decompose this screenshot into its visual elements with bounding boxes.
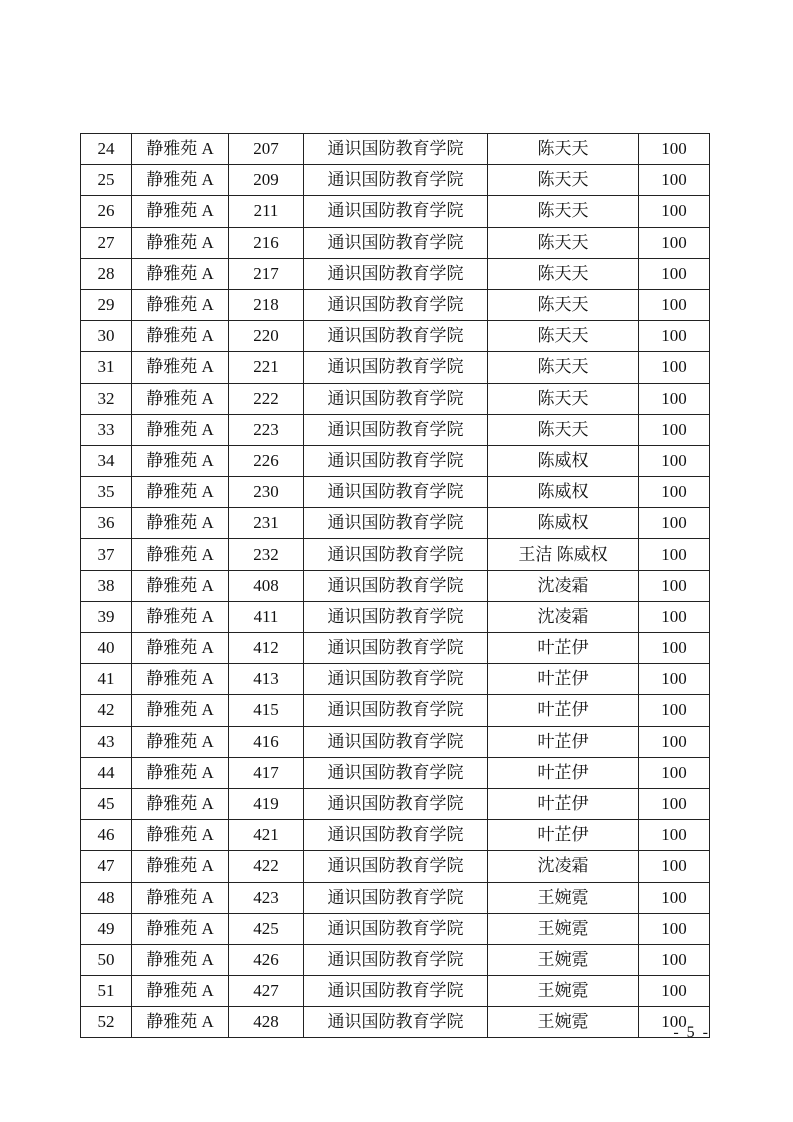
counselor-cell: 陈威权 bbox=[488, 445, 639, 476]
row-index-cell: 51 bbox=[81, 976, 132, 1007]
score-cell: 100 bbox=[639, 165, 710, 196]
row-index-cell: 41 bbox=[81, 664, 132, 695]
row-index-cell: 50 bbox=[81, 944, 132, 975]
table-row bbox=[81, 570, 710, 601]
building-cell: 静雅苑 A bbox=[132, 477, 229, 508]
counselor-cell: 王婉霓 bbox=[488, 913, 639, 944]
table-row bbox=[81, 1007, 710, 1038]
building-cell: 静雅苑 A bbox=[132, 445, 229, 476]
room-number-cell: 230 bbox=[229, 477, 304, 508]
table-row bbox=[81, 913, 710, 944]
college-cell: 通识国防教育学院 bbox=[304, 695, 488, 726]
college-cell: 通识国防教育学院 bbox=[304, 633, 488, 664]
college-cell: 通识国防教育学院 bbox=[304, 414, 488, 445]
counselor-cell: 叶芷伊 bbox=[488, 664, 639, 695]
score-cell: 100 bbox=[639, 383, 710, 414]
row-index-cell: 46 bbox=[81, 820, 132, 851]
table-row bbox=[81, 227, 710, 258]
room-number-cell: 223 bbox=[229, 414, 304, 445]
table-row bbox=[81, 851, 710, 882]
counselor-cell: 陈天天 bbox=[488, 289, 639, 320]
college-cell: 通识国防教育学院 bbox=[304, 820, 488, 851]
college-cell: 通识国防教育学院 bbox=[304, 165, 488, 196]
score-cell: 100 bbox=[639, 570, 710, 601]
college-cell: 通识国防教育学院 bbox=[304, 258, 488, 289]
college-cell: 通识国防教育学院 bbox=[304, 1007, 488, 1038]
score-cell: 100 bbox=[639, 508, 710, 539]
page-number: - 5 - bbox=[673, 1024, 710, 1041]
room-number-cell: 222 bbox=[229, 383, 304, 414]
row-index-cell: 37 bbox=[81, 539, 132, 570]
table-row bbox=[81, 352, 710, 383]
row-index-cell: 39 bbox=[81, 601, 132, 632]
building-cell: 静雅苑 A bbox=[132, 664, 229, 695]
score-cell: 100 bbox=[639, 321, 710, 352]
college-cell: 通识国防教育学院 bbox=[304, 539, 488, 570]
building-cell: 静雅苑 A bbox=[132, 976, 229, 1007]
building-cell: 静雅苑 A bbox=[132, 352, 229, 383]
building-cell: 静雅苑 A bbox=[132, 258, 229, 289]
score-cell: 100 bbox=[639, 352, 710, 383]
row-index-cell: 30 bbox=[81, 321, 132, 352]
dormitory-table bbox=[80, 133, 710, 1038]
table-row bbox=[81, 289, 710, 320]
room-number-cell: 207 bbox=[229, 134, 304, 165]
college-cell: 通识国防教育学院 bbox=[304, 913, 488, 944]
building-cell: 静雅苑 A bbox=[132, 321, 229, 352]
room-number-cell: 419 bbox=[229, 788, 304, 819]
counselor-cell: 陈天天 bbox=[488, 196, 639, 227]
building-cell: 静雅苑 A bbox=[132, 134, 229, 165]
table-row bbox=[81, 757, 710, 788]
counselor-cell: 叶芷伊 bbox=[488, 726, 639, 757]
college-cell: 通识国防教育学院 bbox=[304, 726, 488, 757]
counselor-cell: 叶芷伊 bbox=[488, 695, 639, 726]
counselor-cell: 叶芷伊 bbox=[488, 633, 639, 664]
score-cell: 100 bbox=[639, 757, 710, 788]
table-row bbox=[81, 976, 710, 1007]
room-number-cell: 218 bbox=[229, 289, 304, 320]
row-index-cell: 33 bbox=[81, 414, 132, 445]
building-cell: 静雅苑 A bbox=[132, 633, 229, 664]
college-cell: 通识国防教育学院 bbox=[304, 570, 488, 601]
counselor-cell: 王洁 陈威权 bbox=[488, 539, 639, 570]
counselor-cell: 陈威权 bbox=[488, 477, 639, 508]
room-number-cell: 415 bbox=[229, 695, 304, 726]
college-cell: 通识国防教育学院 bbox=[304, 851, 488, 882]
row-index-cell: 40 bbox=[81, 633, 132, 664]
room-number-cell: 232 bbox=[229, 539, 304, 570]
score-cell: 100 bbox=[639, 445, 710, 476]
college-cell: 通识国防教育学院 bbox=[304, 134, 488, 165]
room-number-cell: 226 bbox=[229, 445, 304, 476]
building-cell: 静雅苑 A bbox=[132, 757, 229, 788]
table-row bbox=[81, 196, 710, 227]
room-number-cell: 421 bbox=[229, 820, 304, 851]
room-number-cell: 416 bbox=[229, 726, 304, 757]
row-index-cell: 48 bbox=[81, 882, 132, 913]
table-body bbox=[81, 134, 710, 1038]
building-cell: 静雅苑 A bbox=[132, 820, 229, 851]
table-row bbox=[81, 882, 710, 913]
college-cell: 通识国防教育学院 bbox=[304, 882, 488, 913]
table-row bbox=[81, 414, 710, 445]
building-cell: 静雅苑 A bbox=[132, 726, 229, 757]
row-index-cell: 31 bbox=[81, 352, 132, 383]
room-number-cell: 221 bbox=[229, 352, 304, 383]
table-row bbox=[81, 726, 710, 757]
room-number-cell: 412 bbox=[229, 633, 304, 664]
table-row bbox=[81, 788, 710, 819]
row-index-cell: 42 bbox=[81, 695, 132, 726]
row-index-cell: 27 bbox=[81, 227, 132, 258]
counselor-cell: 陈威权 bbox=[488, 508, 639, 539]
counselor-cell: 叶芷伊 bbox=[488, 820, 639, 851]
table-row bbox=[81, 820, 710, 851]
counselor-cell: 陈天天 bbox=[488, 227, 639, 258]
score-cell: 100 bbox=[639, 976, 710, 1007]
counselor-cell: 陈天天 bbox=[488, 134, 639, 165]
score-cell: 100 bbox=[639, 664, 710, 695]
counselor-cell: 叶芷伊 bbox=[488, 788, 639, 819]
table-row bbox=[81, 664, 710, 695]
room-number-cell: 426 bbox=[229, 944, 304, 975]
room-number-cell: 422 bbox=[229, 851, 304, 882]
college-cell: 通识国防教育学院 bbox=[304, 445, 488, 476]
room-number-cell: 231 bbox=[229, 508, 304, 539]
table-row bbox=[81, 633, 710, 664]
college-cell: 通识国防教育学院 bbox=[304, 477, 488, 508]
counselor-cell: 王婉霓 bbox=[488, 882, 639, 913]
building-cell: 静雅苑 A bbox=[132, 851, 229, 882]
building-cell: 静雅苑 A bbox=[132, 196, 229, 227]
college-cell: 通识国防教育学院 bbox=[304, 383, 488, 414]
college-cell: 通识国防教育学院 bbox=[304, 289, 488, 320]
score-cell: 100 bbox=[639, 1007, 710, 1038]
college-cell: 通识国防教育学院 bbox=[304, 944, 488, 975]
counselor-cell: 陈天天 bbox=[488, 165, 639, 196]
table-row bbox=[81, 445, 710, 476]
score-cell: 100 bbox=[639, 601, 710, 632]
table-row bbox=[81, 134, 710, 165]
table-row bbox=[81, 944, 710, 975]
table-row bbox=[81, 383, 710, 414]
row-index-cell: 25 bbox=[81, 165, 132, 196]
building-cell: 静雅苑 A bbox=[132, 944, 229, 975]
room-number-cell: 423 bbox=[229, 882, 304, 913]
college-cell: 通识国防教育学院 bbox=[304, 196, 488, 227]
row-index-cell: 34 bbox=[81, 445, 132, 476]
score-cell: 100 bbox=[639, 414, 710, 445]
room-number-cell: 220 bbox=[229, 321, 304, 352]
college-cell: 通识国防教育学院 bbox=[304, 321, 488, 352]
score-cell: 100 bbox=[639, 134, 710, 165]
table-row bbox=[81, 165, 710, 196]
score-cell: 100 bbox=[639, 227, 710, 258]
score-cell: 100 bbox=[639, 913, 710, 944]
room-number-cell: 428 bbox=[229, 1007, 304, 1038]
score-cell: 100 bbox=[639, 695, 710, 726]
counselor-cell: 沈凌霜 bbox=[488, 601, 639, 632]
counselor-cell: 叶芷伊 bbox=[488, 757, 639, 788]
building-cell: 静雅苑 A bbox=[132, 1007, 229, 1038]
counselor-cell: 王婉霓 bbox=[488, 944, 639, 975]
table-row bbox=[81, 321, 710, 352]
room-number-cell: 417 bbox=[229, 757, 304, 788]
score-cell: 100 bbox=[639, 196, 710, 227]
building-cell: 静雅苑 A bbox=[132, 788, 229, 819]
room-number-cell: 216 bbox=[229, 227, 304, 258]
building-cell: 静雅苑 A bbox=[132, 695, 229, 726]
score-cell: 100 bbox=[639, 882, 710, 913]
table-row bbox=[81, 508, 710, 539]
college-cell: 通识国防教育学院 bbox=[304, 227, 488, 258]
score-cell: 100 bbox=[639, 289, 710, 320]
counselor-cell: 王婉霓 bbox=[488, 976, 639, 1007]
score-cell: 100 bbox=[639, 258, 710, 289]
score-cell: 100 bbox=[639, 633, 710, 664]
building-cell: 静雅苑 A bbox=[132, 539, 229, 570]
row-index-cell: 36 bbox=[81, 508, 132, 539]
score-cell: 100 bbox=[639, 788, 710, 819]
score-cell: 100 bbox=[639, 726, 710, 757]
room-number-cell: 217 bbox=[229, 258, 304, 289]
counselor-cell: 陈天天 bbox=[488, 383, 639, 414]
building-cell: 静雅苑 A bbox=[132, 570, 229, 601]
row-index-cell: 28 bbox=[81, 258, 132, 289]
table-row bbox=[81, 258, 710, 289]
counselor-cell: 沈凌霜 bbox=[488, 851, 639, 882]
building-cell: 静雅苑 A bbox=[132, 913, 229, 944]
counselor-cell: 沈凌霜 bbox=[488, 570, 639, 601]
row-index-cell: 44 bbox=[81, 757, 132, 788]
row-index-cell: 35 bbox=[81, 477, 132, 508]
college-cell: 通识国防教育学院 bbox=[304, 976, 488, 1007]
score-cell: 100 bbox=[639, 944, 710, 975]
row-index-cell: 43 bbox=[81, 726, 132, 757]
building-cell: 静雅苑 A bbox=[132, 414, 229, 445]
row-index-cell: 52 bbox=[81, 1007, 132, 1038]
counselor-cell: 陈天天 bbox=[488, 414, 639, 445]
room-number-cell: 411 bbox=[229, 601, 304, 632]
table-row bbox=[81, 477, 710, 508]
room-number-cell: 211 bbox=[229, 196, 304, 227]
room-number-cell: 427 bbox=[229, 976, 304, 1007]
score-cell: 100 bbox=[639, 477, 710, 508]
row-index-cell: 38 bbox=[81, 570, 132, 601]
building-cell: 静雅苑 A bbox=[132, 165, 229, 196]
score-cell: 100 bbox=[639, 851, 710, 882]
row-index-cell: 26 bbox=[81, 196, 132, 227]
row-index-cell: 47 bbox=[81, 851, 132, 882]
counselor-cell: 陈天天 bbox=[488, 321, 639, 352]
building-cell: 静雅苑 A bbox=[132, 601, 229, 632]
room-number-cell: 413 bbox=[229, 664, 304, 695]
college-cell: 通识国防教育学院 bbox=[304, 788, 488, 819]
score-cell: 100 bbox=[639, 539, 710, 570]
table-row bbox=[81, 601, 710, 632]
building-cell: 静雅苑 A bbox=[132, 882, 229, 913]
row-index-cell: 29 bbox=[81, 289, 132, 320]
room-number-cell: 425 bbox=[229, 913, 304, 944]
college-cell: 通识国防教育学院 bbox=[304, 664, 488, 695]
counselor-cell: 陈天天 bbox=[488, 352, 639, 383]
row-index-cell: 49 bbox=[81, 913, 132, 944]
building-cell: 静雅苑 A bbox=[132, 383, 229, 414]
building-cell: 静雅苑 A bbox=[132, 227, 229, 258]
college-cell: 通识国防教育学院 bbox=[304, 601, 488, 632]
college-cell: 通识国防教育学院 bbox=[304, 352, 488, 383]
college-cell: 通识国防教育学院 bbox=[304, 508, 488, 539]
building-cell: 静雅苑 A bbox=[132, 289, 229, 320]
row-index-cell: 32 bbox=[81, 383, 132, 414]
row-index-cell: 45 bbox=[81, 788, 132, 819]
room-number-cell: 408 bbox=[229, 570, 304, 601]
table-row bbox=[81, 539, 710, 570]
score-cell: 100 bbox=[639, 820, 710, 851]
counselor-cell: 陈天天 bbox=[488, 258, 639, 289]
building-cell: 静雅苑 A bbox=[132, 508, 229, 539]
room-number-cell: 209 bbox=[229, 165, 304, 196]
table-row bbox=[81, 695, 710, 726]
row-index-cell: 24 bbox=[81, 134, 132, 165]
college-cell: 通识国防教育学院 bbox=[304, 757, 488, 788]
counselor-cell: 王婉霓 bbox=[488, 1007, 639, 1038]
